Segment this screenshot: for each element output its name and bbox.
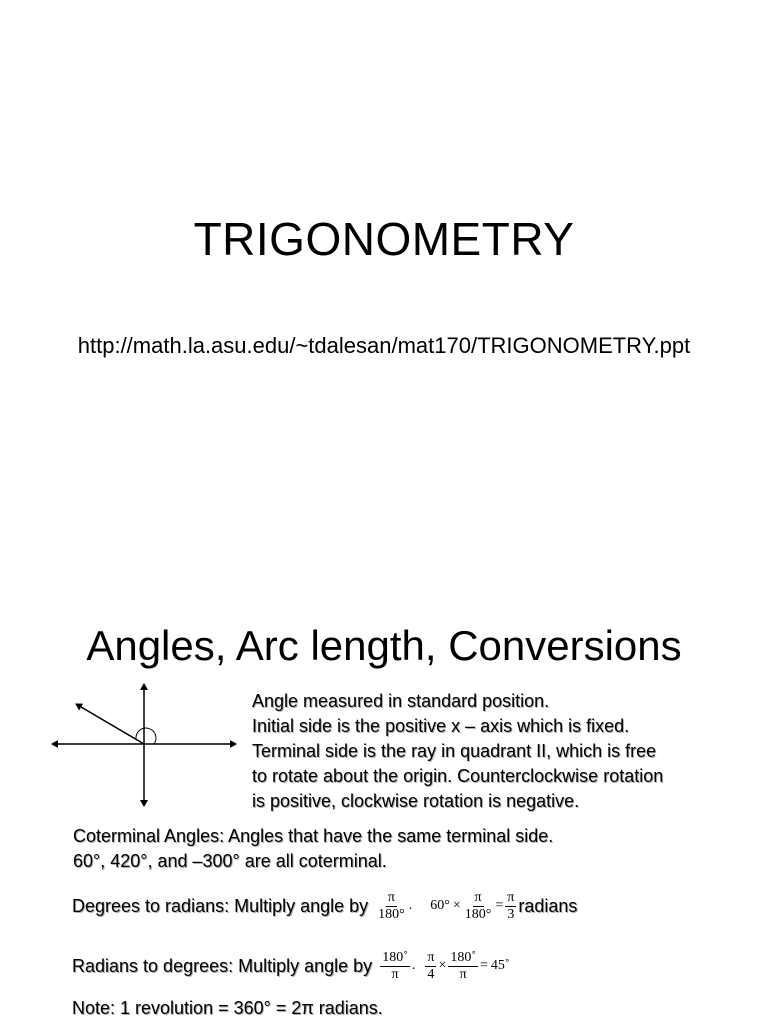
standard-position-angle-diagram xyxy=(44,680,244,810)
slide-2 xyxy=(0,600,768,1024)
deg-to-rad-formula xyxy=(374,890,518,923)
radians-to-degrees xyxy=(72,943,510,989)
fraction-numerator: π xyxy=(507,889,515,905)
times-symbol: × xyxy=(452,898,461,913)
desc-line: to rotate about the origin. Counterclockwise rotation xyxy=(252,766,664,786)
fraction-denominator: π xyxy=(459,966,467,982)
rad-to-deg-label: Radians to degrees: Multiply angle by xyxy=(72,955,373,976)
radians-unit: radians xyxy=(518,895,578,916)
result-fraction xyxy=(505,890,516,923)
desc-line: Initial side is the positive x – axis which is fixed. xyxy=(252,716,630,736)
slide-1-title: TRIGONOMETRY xyxy=(193,213,575,265)
desc-line: is positive, clockwise rotation is negative. xyxy=(252,791,580,811)
fraction-numerator: π xyxy=(474,889,482,905)
fraction-denominator: 180° xyxy=(378,906,405,922)
desc-line: Angle measured in standard position. xyxy=(252,691,550,711)
coterminal-line: Coterminal Angles: Angles that have the same terminal side. xyxy=(73,826,554,846)
deg-to-rad-label: Degrees to radians: Multiply angle by xyxy=(72,895,369,916)
terminal-side-ray xyxy=(76,704,144,744)
angle-description xyxy=(252,689,752,814)
fraction-numerator: 180˚ xyxy=(450,949,477,965)
example-fraction xyxy=(463,890,494,923)
rad-to-deg-formula xyxy=(378,950,509,983)
separator: . xyxy=(411,958,416,973)
fraction-numerator: π xyxy=(387,889,395,905)
fraction-denominator: 4 xyxy=(427,966,435,982)
coterminal-angles xyxy=(73,824,753,874)
slide-2-title: Angles, Arc length, Conversions xyxy=(86,622,682,669)
equals-symbol: = xyxy=(495,898,504,913)
example-fraction-2 xyxy=(448,950,478,983)
result-value: 45˚ xyxy=(490,958,510,973)
revolution-note: Note: 1 revolution = 360° = 2π radians. xyxy=(72,998,383,1018)
source-url: http://math.la.asu.edu/~tdalesan/mat170/TRIGONOMETRY.ppt xyxy=(77,333,691,358)
example-fraction xyxy=(425,950,436,983)
fraction-denominator: 3 xyxy=(507,906,515,922)
fraction-denominator: π xyxy=(391,966,399,982)
example-value: 60° xyxy=(430,898,450,913)
separator: . xyxy=(408,898,413,913)
degrees-to-radians xyxy=(72,884,577,928)
coterminal-line: 60°, 420°, and –300° are all coterminal. xyxy=(73,851,387,871)
fraction-numerator: π xyxy=(427,949,435,965)
equals-symbol: = xyxy=(480,958,488,973)
fraction-numerator: 180˚ xyxy=(382,949,408,965)
fraction-denominator: 180° xyxy=(464,906,492,922)
times-symbol: × xyxy=(438,958,447,973)
desc-line: Terminal side is the ray in quadrant II, which is free xyxy=(252,741,657,761)
pi-over-180-fraction xyxy=(376,890,407,923)
180-over-pi-fraction xyxy=(380,950,410,983)
